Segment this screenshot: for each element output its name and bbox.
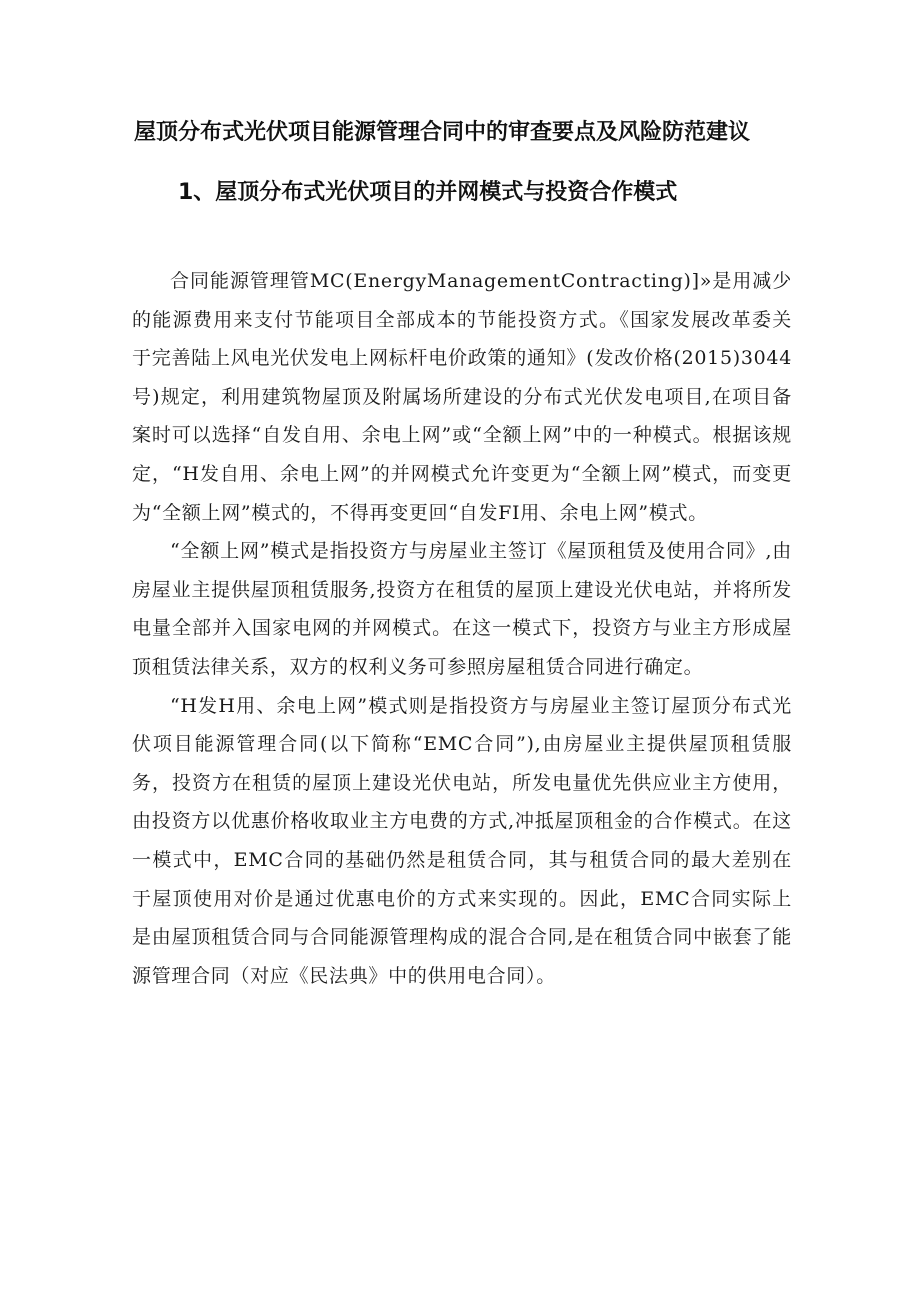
paragraph-self-use-mode: “H发H用、余电上网”模式则是指投资方与房屋业主签订屋顶分布式光伏项目能源管理合同(以下简称“EMC合同”),由房屋业主提供屋顶租赁服务，投资方在租赁的屋顶上建设光伏电站，所发电量优先供应业主方使用，由投资方以优惠价格收取业主方电费的方式,冲抵屋顶租金的合作模式。在这一模式中，EMC合同的基础仍然是租赁合同，其与租赁合同的最大差别在于屋顶使用对价是通过优惠电价的方式来实现的。因此，EMC合同实际上是由屋顶租赁合同与合同能源管理构成的混合合同,是在租赁合同中嵌套了能源管理合同（对应《民法典》中的供用电合同）。: [132, 694, 792, 987]
paragraph-emc-definition: 合同能源管理管MC(EnergyManagementContracting)]»是用减少的能源费用来支付节能项目全部成本的节能投资方式。《国家发展改革委关于完善陆上风电光伏发电上网标杆电价政策的通知》(发改价格(2015)3044号)规定，利用建筑物屋顶及附属场所建设的分布式光伏发电项目,在项目备案时可以选择“自发自用、余电上网”或“全额上网”中的一种模式。根据该规定，“H发自用、余电上网”的并网模式允许变更为“全额上网”模式，而变更为“全额上网”模式的，不得再变更回“自发FI用、余电上网”模式。: [132, 270, 792, 524]
body-text: [132, 262, 792, 995]
document-title: 屋顶分布式光伏项目能源管理合同中的审查要点及风险防范建议: [134, 120, 751, 145]
section-heading: 1、屋顶分布式光伏项目的并网模式与投资合作模式: [178, 180, 678, 205]
paragraph-full-grid-mode: “全额上网”模式是指投资方与房屋业主签订《屋顶租赁及使用合同》,由房屋业主提供屋顶租赁服务,投资方在租赁的屋顶上建设光伏电站，并将所发电量全部并入国家电网的并网模式。在这一模式下，投资方与业主方形成屋顶租赁法律关系，双方的权利义务可参照房屋租赁合同进行确定。: [132, 540, 792, 678]
